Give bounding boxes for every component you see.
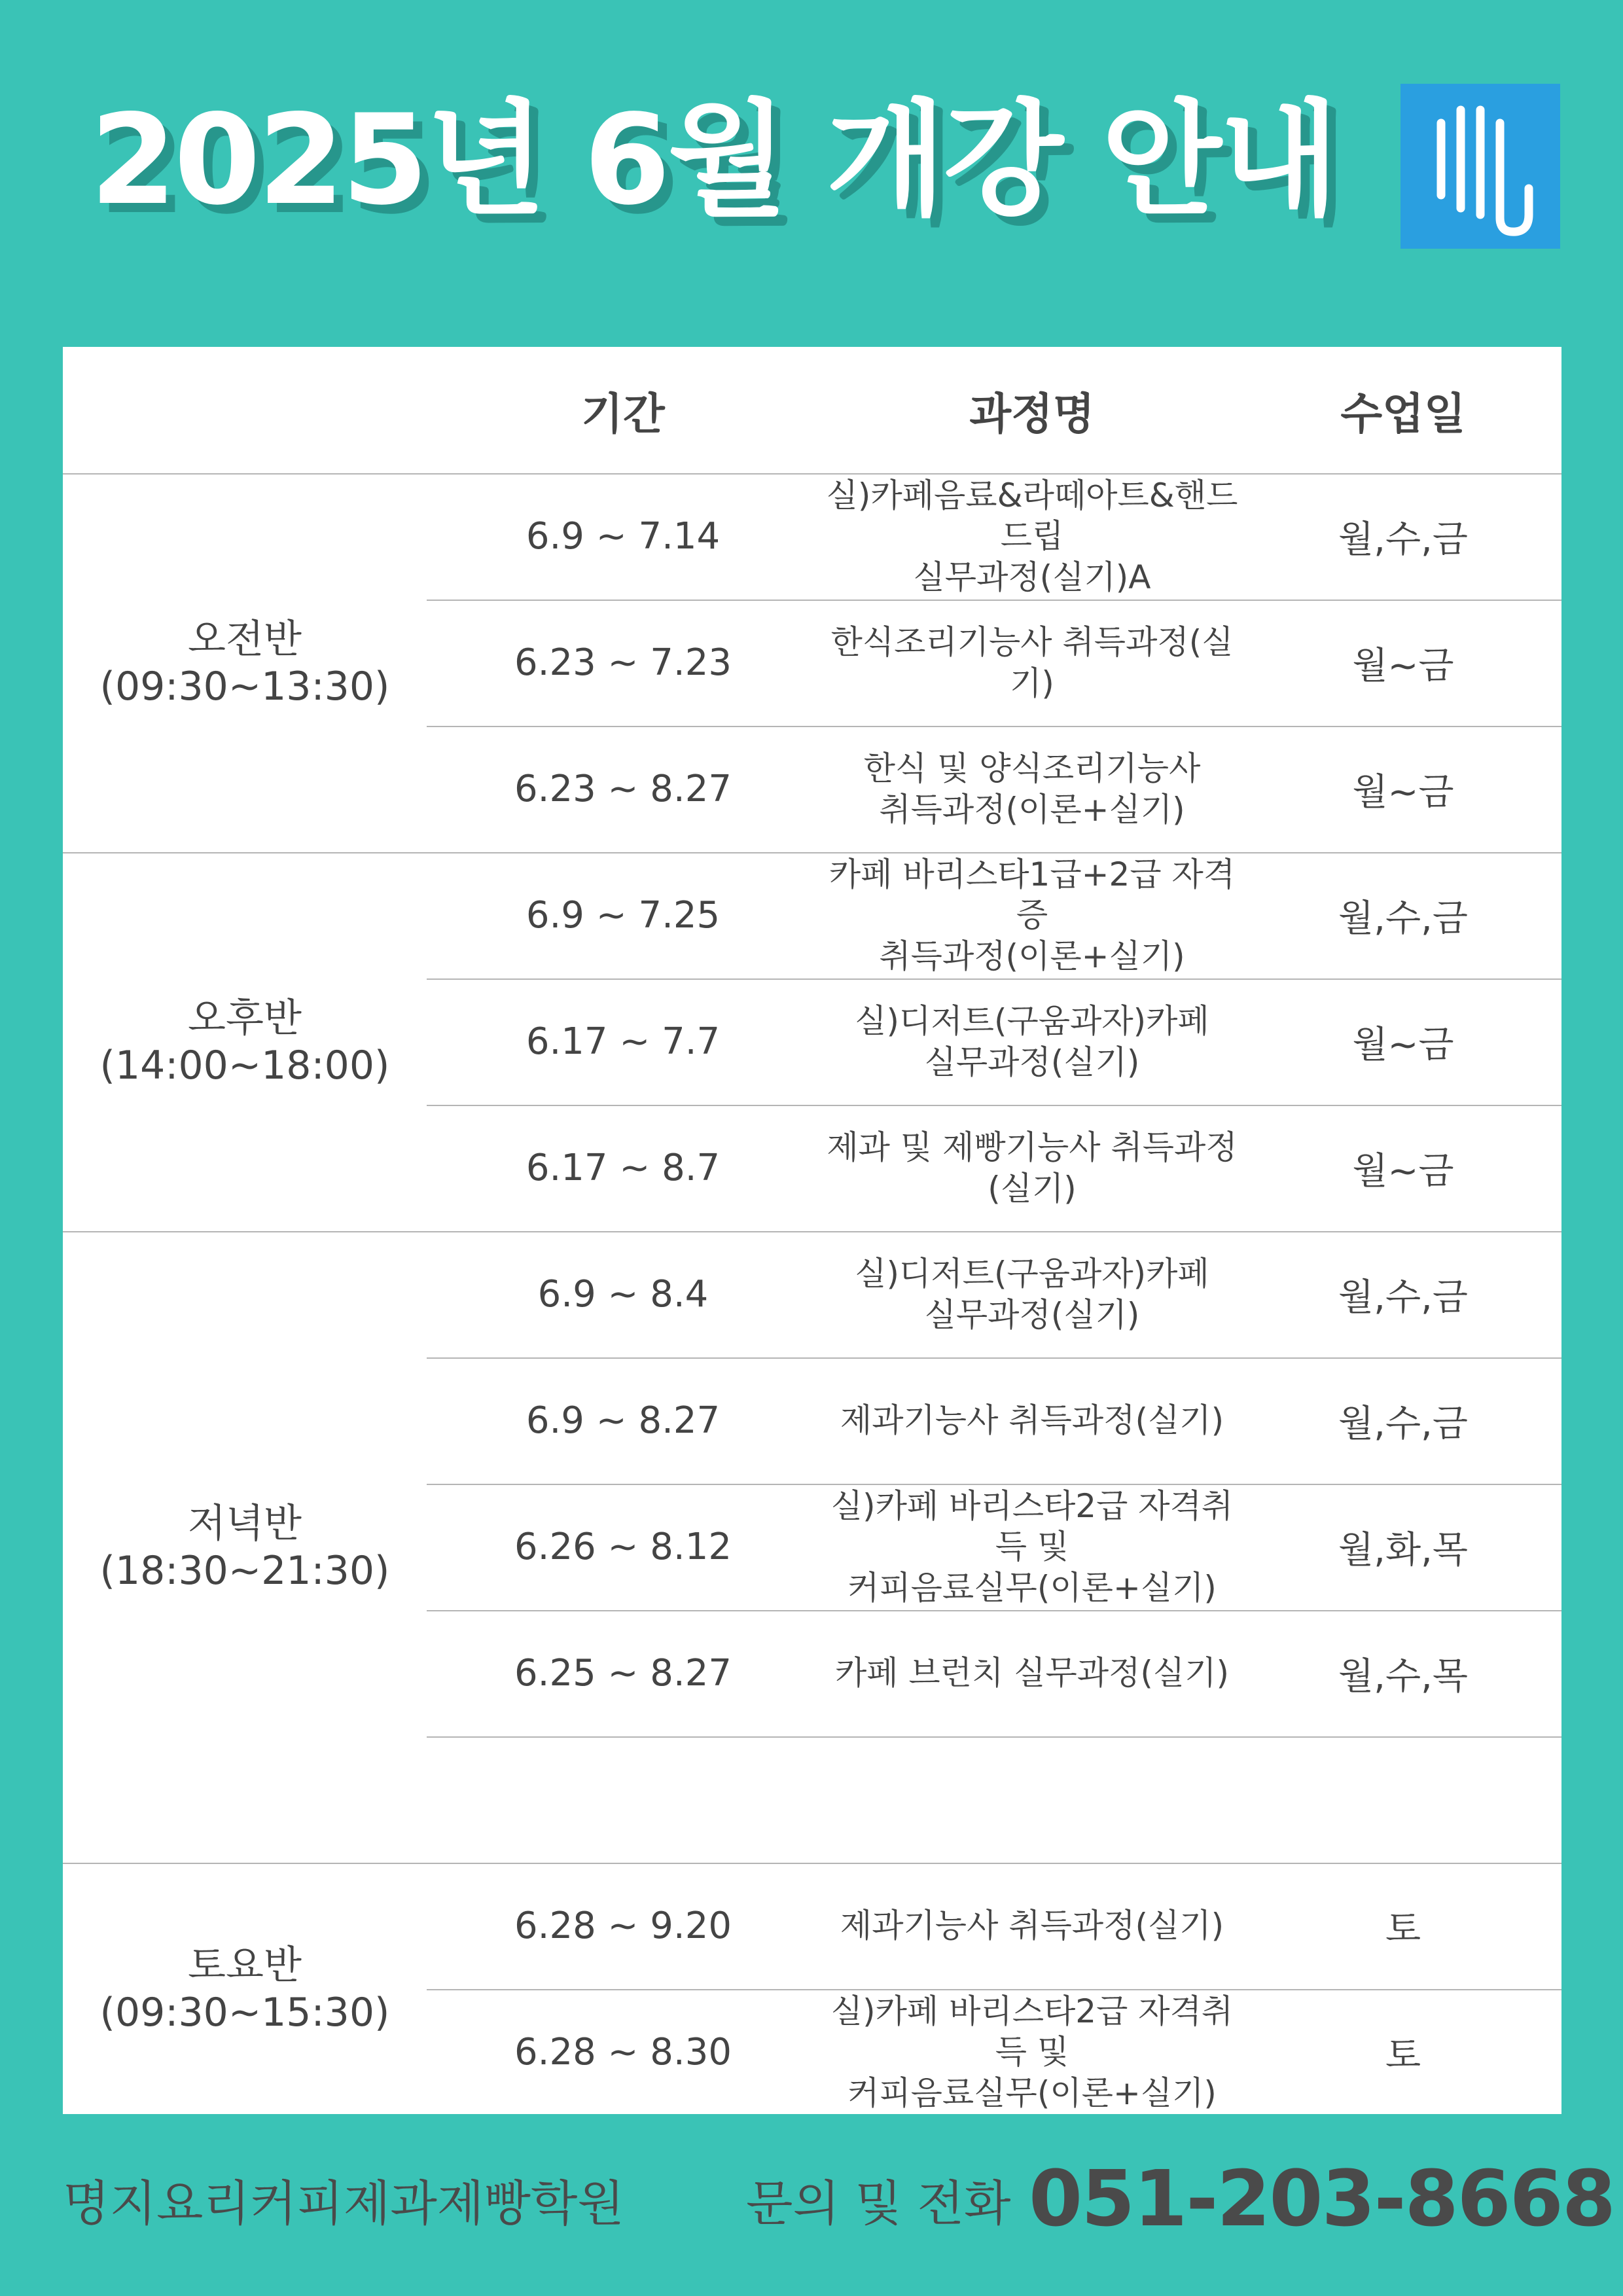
period-cell: 6.17 ~ 7.7	[526, 1020, 721, 1063]
course-cell: 실)카페 바리스타2급 자격취득 및 커피음료실무(이론+실기)	[830, 1992, 1234, 2112]
period-cell: 6.9 ~ 8.4	[537, 1273, 709, 1316]
group-label	[63, 852, 427, 1231]
schedule-table	[63, 347, 1561, 2114]
group-time: (09:30~13:30)	[99, 663, 390, 709]
days-cell: 월~금	[1352, 644, 1454, 687]
group-time: (18:30~21:30)	[99, 1547, 390, 1594]
days-cell: 토	[1385, 1907, 1421, 1950]
period-cell: 6.17 ~ 8.7	[526, 1147, 721, 1189]
group-label	[63, 473, 427, 852]
course-cell: 카페 바리스타1급+2급 자격증 취득과정(이론+실기)	[829, 855, 1236, 975]
period-cell: 6.25 ~ 8.27	[514, 1652, 732, 1695]
course-cell: 한식 및 양식조리기능사 취득과정(이론+실기)	[863, 749, 1201, 829]
course-cell	[819, 1736, 1245, 1863]
days-cell: 월,수,목	[1338, 1655, 1468, 1698]
academy-logo-icon	[1400, 84, 1560, 249]
days-cell: 월,수,금	[1338, 1402, 1468, 1445]
days-cell: 월,수,금	[1338, 518, 1468, 561]
period-cell: 6.23 ~ 7.23	[514, 641, 732, 684]
course-cell: 제과기능사 취득과정(실기)	[840, 1907, 1224, 1945]
group-time: (14:00~18:00)	[99, 1042, 390, 1088]
header-course: 과정명	[819, 347, 1245, 475]
course-cell: 제과 및 제빵기능사 취득과정 (실기)	[827, 1128, 1238, 1208]
page-title: 2025년 6월 개강 안내	[90, 88, 1337, 232]
course-cell: 카페 브런치 실무과정(실기)	[834, 1654, 1230, 1693]
period-cell: 6.9 ~ 7.14	[526, 515, 721, 558]
days-cell: 월~금	[1352, 770, 1454, 814]
header-group	[63, 347, 427, 475]
phone-number[interactable]: 051-203-8668	[1029, 2153, 1614, 2244]
group-name: 저녁반	[188, 1500, 302, 1547]
course-cell: 실)디저트(구움과자)카페 실무과정(실기)	[855, 1255, 1209, 1334]
period-cell: 6.26 ~ 8.12	[514, 1526, 732, 1568]
course-cell: 실)디저트(구움과자)카페 실무과정(실기)	[855, 1002, 1209, 1081]
academy-name: 명지요리커피제과제빵학원	[63, 2176, 624, 2232]
header-period: 기간	[427, 347, 819, 475]
period-cell	[427, 1736, 819, 1863]
days-cell: 월~금	[1352, 1149, 1454, 1193]
group-name: 오전반	[188, 616, 302, 662]
days-cell: 월,수,금	[1338, 897, 1468, 940]
group-name: 토요반	[188, 1943, 302, 1988]
period-cell: 6.9 ~ 7.25	[526, 894, 721, 937]
period-cell: 6.28 ~ 9.20	[514, 1905, 732, 1947]
period-cell: 6.23 ~ 8.27	[514, 768, 732, 810]
days-cell	[1245, 1736, 1561, 1863]
header-days: 수업일	[1245, 347, 1561, 475]
course-cell: 실)카페 바리스타2급 자격취득 및 커피음료실무(이론+실기)	[830, 1486, 1234, 1607]
period-cell: 6.28 ~ 8.30	[514, 2031, 732, 2073]
course-cell: 실)카페음료&라떼아트&핸드드립 실무과정(실기)A	[826, 476, 1238, 596]
course-cell: 제과기능사 취득과정(실기)	[840, 1401, 1224, 1440]
course-cell: 한식조리기능사 취득과정(실기)	[830, 623, 1234, 702]
days-cell: 월,화,목	[1338, 1528, 1468, 1571]
days-cell: 월,수,금	[1338, 1276, 1468, 1319]
group-label	[63, 1863, 427, 2115]
period-cell: 6.9 ~ 8.27	[526, 1399, 721, 1442]
group-label	[63, 1231, 427, 1863]
days-cell: 토	[1385, 2034, 1421, 2077]
group-time: (09:30~15:30)	[99, 1990, 390, 2036]
days-cell: 월~금	[1352, 1023, 1454, 1066]
group-name: 오후반	[188, 995, 302, 1041]
contact-label: 문의 및 전화	[746, 2176, 1011, 2232]
